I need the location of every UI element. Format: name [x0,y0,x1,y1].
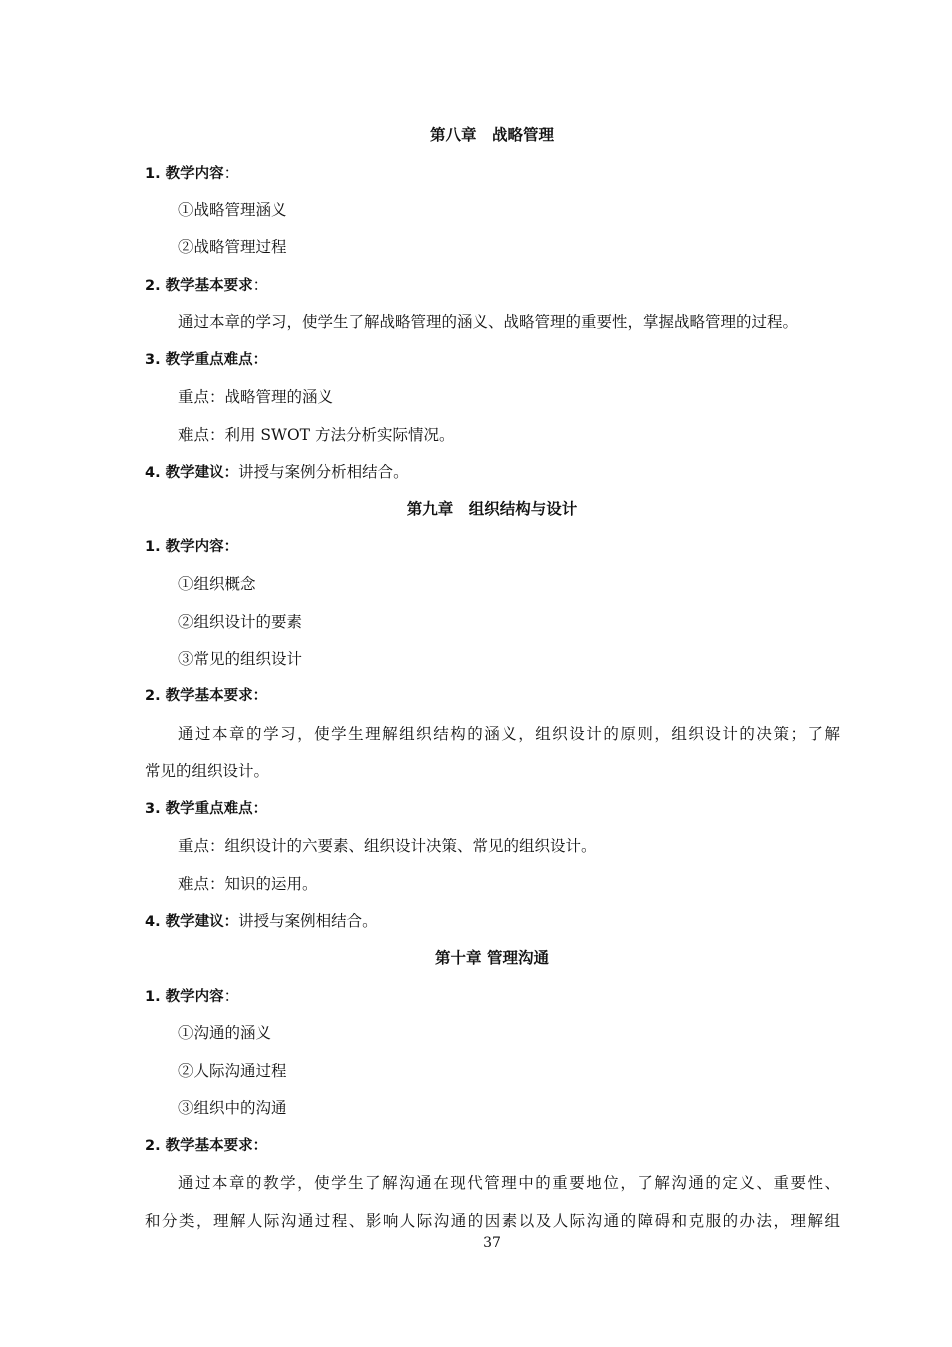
ch9-difficult-point: 难点：知识的运用。 [178,875,318,893]
ch8-key-point: 重点：战略管理的涵义 [178,388,334,406]
ch8-section-3-heading: 3. 教学重点难点： [145,352,268,368]
ch8-section-1-heading [145,163,239,184]
ch8-difficult-point: 难点：利用 SWOT 方法分析实际情况。 [178,426,455,444]
ch9-section-4-heading [145,911,378,932]
ch8-section-4-label: 4. 教学建议： [145,465,239,481]
ch9-content-item-2: ②组织设计的要素 [178,613,303,631]
ch10-content-item-2: ②人际沟通过程 [178,1062,287,1080]
ch9-section-4-text: 讲授与案例相结合。 [238,912,378,930]
ch10-section-1-colon: ： [223,987,240,1005]
ch9-content-item-3: ③常见的组织设计 [178,650,303,668]
ch9-section-2-heading: 2. 教学基本要求： [145,688,268,704]
chapter-9-title: 第九章 组织结构与设计 [406,500,578,518]
ch8-section-2-label: 2. 教学基本要求 [145,278,253,294]
ch10-content-item-3: ③组织中的沟通 [178,1099,287,1117]
ch8-content-item-1: ①战略管理涵义 [178,201,287,219]
ch8-section-4-text: 讲授与案例分析相结合。 [238,463,409,481]
chapter-10-title: 第十章 管理沟通 [435,949,549,967]
ch8-section-1-colon: ： [223,164,240,182]
ch10-requirements-line-1: 通过本章的教学，使学生了解沟通在现代管理中的重要地位，了解沟通的定义、重要性、 [178,1174,840,1192]
ch8-section-2-colon: ： [252,276,269,294]
ch9-section-1-heading: 1. 教学内容： [145,539,239,555]
ch9-requirements-line-2: 常见的组织设计。 [145,762,270,780]
ch8-section-2-heading [145,275,268,296]
ch8-section-1-label: 1. 教学内容 [145,166,224,182]
ch8-section-4-heading [145,462,409,483]
ch9-content-item-1: ①组织概念 [178,575,256,593]
ch10-section-1-heading [145,986,239,1007]
ch10-section-2-heading: 2. 教学基本要求： [145,1138,268,1154]
ch9-requirements-line-1: 通过本章的学习，使学生理解组织结构的涵义，组织设计的原则，组织设计的决策；了解 [178,725,840,743]
ch8-content-item-2: ②战略管理过程 [178,238,287,256]
ch9-section-4-label: 4. 教学建议： [145,914,239,930]
ch8-requirements-text: 通过本章的学习，使学生了解战略管理的涵义、战略管理的重要性，掌握战略管理的过程。 [178,313,799,331]
ch10-content-item-1: ①沟通的涵义 [178,1024,272,1042]
ch10-section-1-label: 1. 教学内容 [145,989,224,1005]
ch10-requirements-line-2: 和分类，理解人际沟通过程、影响人际沟通的因素以及人际沟通的障碍和克服的办法，理解组 [145,1212,840,1230]
ch9-key-point: 重点：组织设计的六要素、组织设计决策、常见的组织设计。 [178,837,597,855]
page-number: 37 [483,1235,501,1251]
chapter-8-title: 第八章 战略管理 [429,126,554,144]
ch9-section-3-heading: 3. 教学重点难点： [145,801,268,817]
